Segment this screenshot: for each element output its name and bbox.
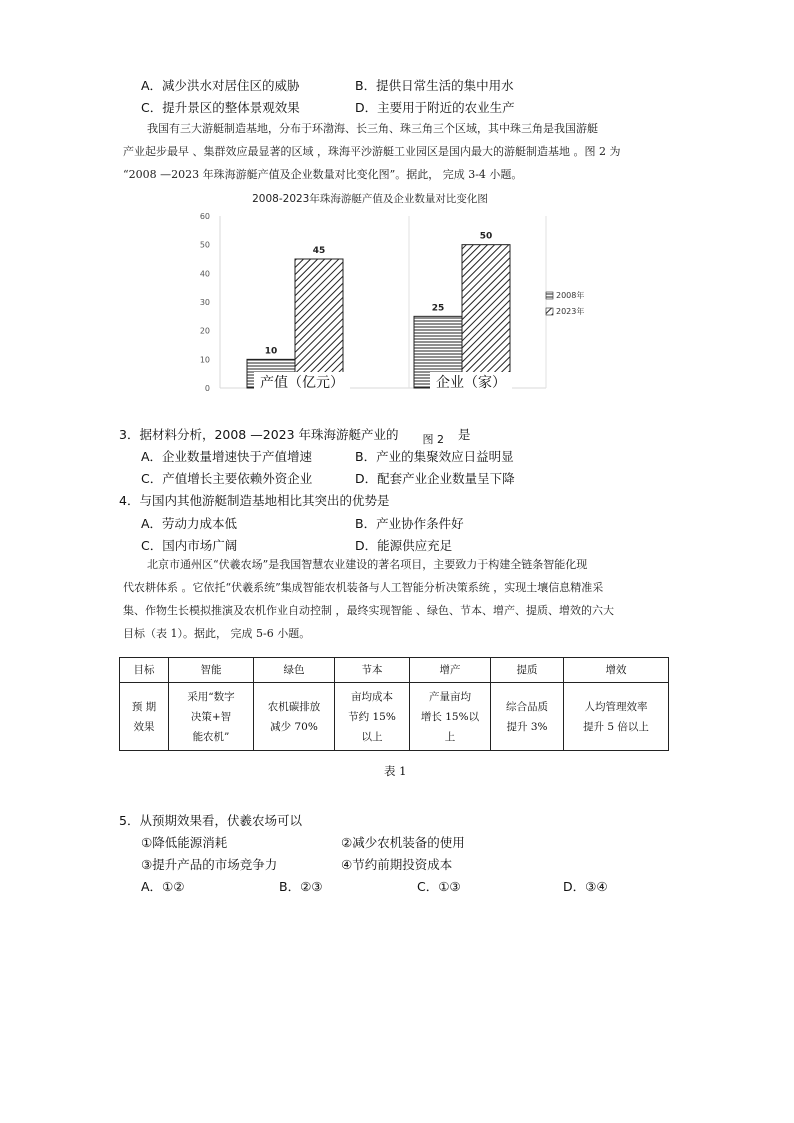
category-label-firms: 企业（家） xyxy=(430,372,512,394)
cell-line: 预 期 xyxy=(131,700,157,713)
option-a[interactable]: A．减少洪水对居住区的威胁 xyxy=(141,78,300,93)
cell-line: 农机碳排放 xyxy=(267,700,321,713)
option-c[interactable]: C．提升景区的整体景观效果 xyxy=(141,100,300,115)
question-3-text-end: 是 xyxy=(458,427,471,442)
statement-3: ③提升产品的市场竞争力 xyxy=(141,857,278,872)
statement-4: ④节约前期投资成本 xyxy=(341,857,453,872)
yacht-chart xyxy=(190,188,590,410)
table-header-cell: 增效 xyxy=(564,658,669,683)
cell-line: 产量亩均 xyxy=(429,690,471,703)
y-tick-label: 50 xyxy=(199,240,210,250)
legend-label: 2008年 xyxy=(556,291,585,300)
table-cell xyxy=(410,683,491,751)
legend-swatch xyxy=(546,292,553,299)
data-label: 25 xyxy=(431,303,445,314)
table-cell xyxy=(254,683,335,751)
table-header-cell: 节本 xyxy=(335,658,410,683)
table-header-cell: 智能 xyxy=(169,658,254,683)
table-cell xyxy=(169,683,254,751)
cell-line: 综合品质 xyxy=(506,700,548,713)
q4-option-a[interactable]: A．劳动力成本低 xyxy=(141,516,238,531)
q4-option-d[interactable]: D．能源供应充足 xyxy=(355,538,453,553)
cell-line: 节约 15% xyxy=(348,710,396,723)
figure-label: 图 2 xyxy=(422,433,445,446)
cell-line: 上 xyxy=(444,730,456,743)
question-4-stem: 4．与国内其他游艇制造基地相比其突出的优势是 xyxy=(119,493,390,508)
passage-line: “2008 —2023 年珠海游艇产值及企业数量对比变化图”。据此， 完成 3-4 小题。 xyxy=(123,168,523,181)
cell-line: 采用“数字 xyxy=(187,690,235,703)
bar xyxy=(295,259,343,388)
y-tick-label: 0 xyxy=(204,384,210,393)
q5-option-b[interactable]: B．②③ xyxy=(279,879,323,894)
passage-line: 北京市通州区“伏羲农场”是我国智慧农业建设的著名项目，主要致力于构建全链条智能化现 xyxy=(147,558,588,571)
q5-option-a[interactable]: A．①② xyxy=(141,879,185,894)
table-header-cell: 提质 xyxy=(491,658,564,683)
y-tick-label: 20 xyxy=(199,326,210,336)
table-cell xyxy=(564,683,669,751)
q4-option-b[interactable]: B．产业协作条件好 xyxy=(355,516,464,531)
question-3-stem xyxy=(119,425,471,447)
q3-option-c[interactable]: C．产值增长主要依赖外资企业 xyxy=(141,471,313,486)
y-tick-label: 60 xyxy=(199,212,210,221)
bar xyxy=(462,245,510,388)
table-header-cell: 目标 xyxy=(120,658,169,683)
cell-line: 效果 xyxy=(133,720,155,733)
cell-line: 提升 5 倍以上 xyxy=(583,720,649,733)
y-tick-label: 10 xyxy=(199,355,210,365)
table-caption: 表 1 xyxy=(384,764,407,778)
q3-option-a[interactable]: A．企业数量增速快于产值增速 xyxy=(141,449,313,464)
legend-label: 2023年 xyxy=(556,307,585,316)
passage-line: 目标（表 1）。据此， 完成 5-6 小题。 xyxy=(123,627,311,640)
table-cell xyxy=(491,683,564,751)
q3-option-d[interactable]: D．配套产业企业数量呈下降 xyxy=(355,471,515,486)
table-header-cell: 增产 xyxy=(410,658,491,683)
cell-line: 能农机” xyxy=(192,730,230,743)
q5-option-c[interactable]: C．①③ xyxy=(417,879,461,894)
question-5-stem: 5．从预期效果看，伏羲农场可以 xyxy=(119,813,302,828)
y-tick-label: 40 xyxy=(199,269,210,279)
question-3-text: 3．据材料分析，2008 —2023 年珠海游艇产业的 xyxy=(119,427,399,442)
passage-line: 集、作物生长模拟推演及农机作业自动控制 ，最终实现智能 、绿色、节本、增产、提质、增效的六大 xyxy=(123,604,614,617)
category-label-output: 产值（亿元） xyxy=(254,372,350,394)
chart-title: 2008-2023年珠海游艇产值及企业数量对比变化图 xyxy=(252,193,488,205)
cell-line: 提升 3% xyxy=(506,720,548,733)
option-d[interactable]: D．主要用于附近的农业生产 xyxy=(355,100,515,115)
cell-line: 增长 15%以 xyxy=(420,710,480,723)
table-header-row xyxy=(120,658,669,683)
table-row xyxy=(120,683,669,751)
passage-yacht xyxy=(123,117,671,186)
statement-2: ②减少农机装备的使用 xyxy=(341,835,465,850)
data-label: 50 xyxy=(479,231,493,242)
q5-option-d[interactable]: D．③④ xyxy=(563,879,608,894)
option-b[interactable]: B．提供日常生活的集中用水 xyxy=(355,78,514,93)
table-header-cell: 绿色 xyxy=(254,658,335,683)
cell-line: 亩均成本 xyxy=(351,690,393,703)
table-row-label xyxy=(120,683,169,751)
y-tick-label: 30 xyxy=(199,298,210,307)
q3-option-b[interactable]: B．产业的集聚效应日益明显 xyxy=(355,449,514,464)
goals-table xyxy=(119,657,669,751)
data-label: 10 xyxy=(264,346,278,357)
table-cell xyxy=(335,683,410,751)
passage-line: 产业起步最早 、集群效应最显著的区域 ，珠海平沙游艇工业园区是国内最大的游艇制造基地 。图 2 为 xyxy=(123,145,621,158)
legend-swatch xyxy=(546,308,553,315)
data-label: 45 xyxy=(312,246,326,256)
statement-1: ①降低能源消耗 xyxy=(141,835,228,850)
cell-line: 人均管理效率 xyxy=(584,700,648,713)
cell-line: 减少 70% xyxy=(270,720,318,733)
passage-line: 代农耕体系 。它依托“伏羲系统”集成智能农机装备与人工智能分析决策系统 ，实现土壤信息精准采 xyxy=(123,581,604,594)
q4-option-c[interactable]: C．国内市场广阔 xyxy=(141,538,238,553)
passage-line: 我国有三大游艇制造基地，分布于环渤海、长三角、珠三角三个区域，其中珠三角是我国游艇 xyxy=(147,122,598,135)
cell-line: 决策+智 xyxy=(190,710,232,723)
chart-canvas xyxy=(190,188,590,410)
passage-farm xyxy=(123,553,671,645)
cell-line: 以上 xyxy=(361,730,383,743)
